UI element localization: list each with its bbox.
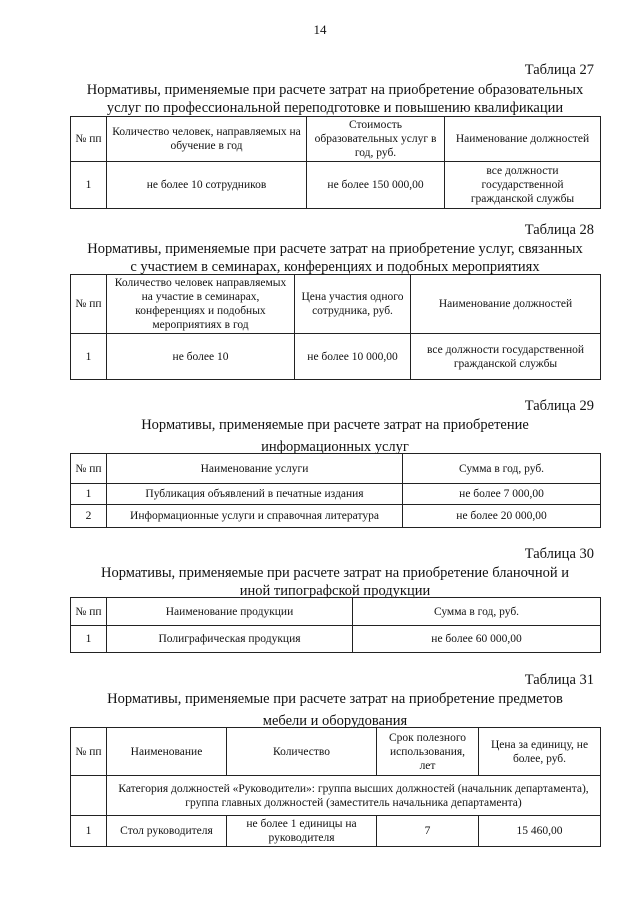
page-number: 14 (313, 22, 327, 37)
table-27-title (70, 81, 600, 117)
header-cell: Наименование продукции (107, 598, 353, 626)
category-cell: Категория должностей «Руководители»: группа высших должностей (начальник департамента), группа главных должностей (заместитель начальника департамента) (107, 776, 601, 816)
table-29-title (70, 416, 600, 456)
table-cell: не более 150 000,00 (307, 162, 445, 209)
header-cell: № пп (71, 598, 107, 626)
table-cell: Публикация объявлений в печатные издания (107, 484, 403, 505)
table-title-line: с участием в семинарах, конференциях и подобных мероприятиях (130, 259, 540, 275)
table-title-line: Нормативы, применяемые при расчете затрат на приобретение бланочной и (100, 565, 569, 581)
table-30-label: Таблица 30 (524, 546, 594, 562)
table-28 (70, 274, 601, 380)
table-29 (70, 453, 601, 528)
table-cell: не более 1 единицы на руководителя (227, 816, 377, 847)
table-cell: 1 (71, 334, 107, 380)
table-header-row (71, 728, 601, 776)
table-title-line: Нормативы, применяемые при расчете затрат на приобретение образовательных (86, 82, 584, 98)
table-27-label: Таблица 27 (524, 62, 594, 78)
table-row (71, 816, 601, 847)
table-row (71, 334, 601, 380)
table-cell: Стол руководителя (107, 816, 227, 847)
header-cell: Цена за единицу, не более, руб. (479, 728, 601, 776)
table-header-row (71, 275, 601, 334)
header-cell: Наименование (107, 728, 227, 776)
table-cell: 2 (71, 505, 107, 528)
header-cell: Количество человек, направляемых на обучение в год (107, 117, 307, 162)
table-cell: все должности государственной гражданской службы (445, 162, 601, 209)
table-cell: не более 7 000,00 (403, 484, 601, 505)
table-header-row (71, 598, 601, 626)
header-cell: № пп (71, 728, 107, 776)
table-28-label: Таблица 28 (524, 222, 594, 238)
header-cell: Количество человек направляемых на участие в семинарах, конференциях и подобных мероприятиях в год (107, 275, 295, 334)
table-cell: 1 (71, 484, 107, 505)
table-title-line: мебели и оборудования (262, 713, 408, 729)
table-cell: 15 460,00 (479, 816, 601, 847)
table-30 (70, 597, 601, 653)
table-title-line: иной типографской продукции (239, 583, 431, 599)
table-cell: не более 10 000,00 (295, 334, 411, 380)
table-cell: Информационные услуги и справочная литература (107, 505, 403, 528)
header-cell: Наименование должностей (445, 117, 601, 162)
header-cell: Наименование должностей (411, 275, 601, 334)
table-title-line: Нормативы, применяемые при расчете затрат на приобретение предметов (107, 691, 563, 707)
table-cell: 1 (71, 816, 107, 847)
table-cell: не более 20 000,00 (403, 505, 601, 528)
header-cell: Сумма в год, руб. (403, 454, 601, 484)
table-31-title (70, 690, 600, 730)
table-title-line: Нормативы, применяемые при расчете затрат на приобретение услуг, связанных (87, 241, 583, 257)
header-cell: Сумма в год, руб. (353, 598, 601, 626)
header-cell: № пп (71, 275, 107, 334)
table-28-title (70, 240, 600, 276)
header-cell: Количество (227, 728, 377, 776)
table-title-line: информационных услуг (261, 439, 409, 455)
category-row (71, 776, 601, 816)
table-cell: 1 (71, 626, 107, 653)
table-cell: 1 (71, 162, 107, 209)
table-cell: не более 60 000,00 (353, 626, 601, 653)
table-row (71, 505, 601, 528)
table-27 (70, 116, 601, 209)
header-cell: Срок полезного использования, лет (377, 728, 479, 776)
table-cell (71, 776, 107, 816)
header-cell: № пп (71, 117, 107, 162)
table-cell: не более 10 (107, 334, 295, 380)
header-cell: Стоимость образовательных услуг в год, руб. (307, 117, 445, 162)
table-cell: 7 (377, 816, 479, 847)
table-title-line: Нормативы, применяемые при расчете затрат на приобретение (141, 417, 529, 433)
header-cell: Наименование услуги (107, 454, 403, 484)
table-31-label: Таблица 31 (524, 672, 594, 688)
table-title-line: услуг по профессиональной переподготовке и повышению квалификации (106, 100, 564, 116)
table-29-label: Таблица 29 (524, 398, 594, 414)
table-row (71, 626, 601, 653)
header-cell: Цена участия одного сотрудника, руб. (295, 275, 411, 334)
table-cell: не более 10 сотрудников (107, 162, 307, 209)
table-cell: Полиграфическая продукция (107, 626, 353, 653)
table-30-title (70, 564, 600, 600)
table-row (71, 162, 601, 209)
table-header-row (71, 117, 601, 162)
header-cell: № пп (71, 454, 107, 484)
table-row (71, 484, 601, 505)
table-cell: все должности государственной гражданской службы (411, 334, 601, 380)
table-header-row (71, 454, 601, 484)
table-31 (70, 727, 601, 847)
